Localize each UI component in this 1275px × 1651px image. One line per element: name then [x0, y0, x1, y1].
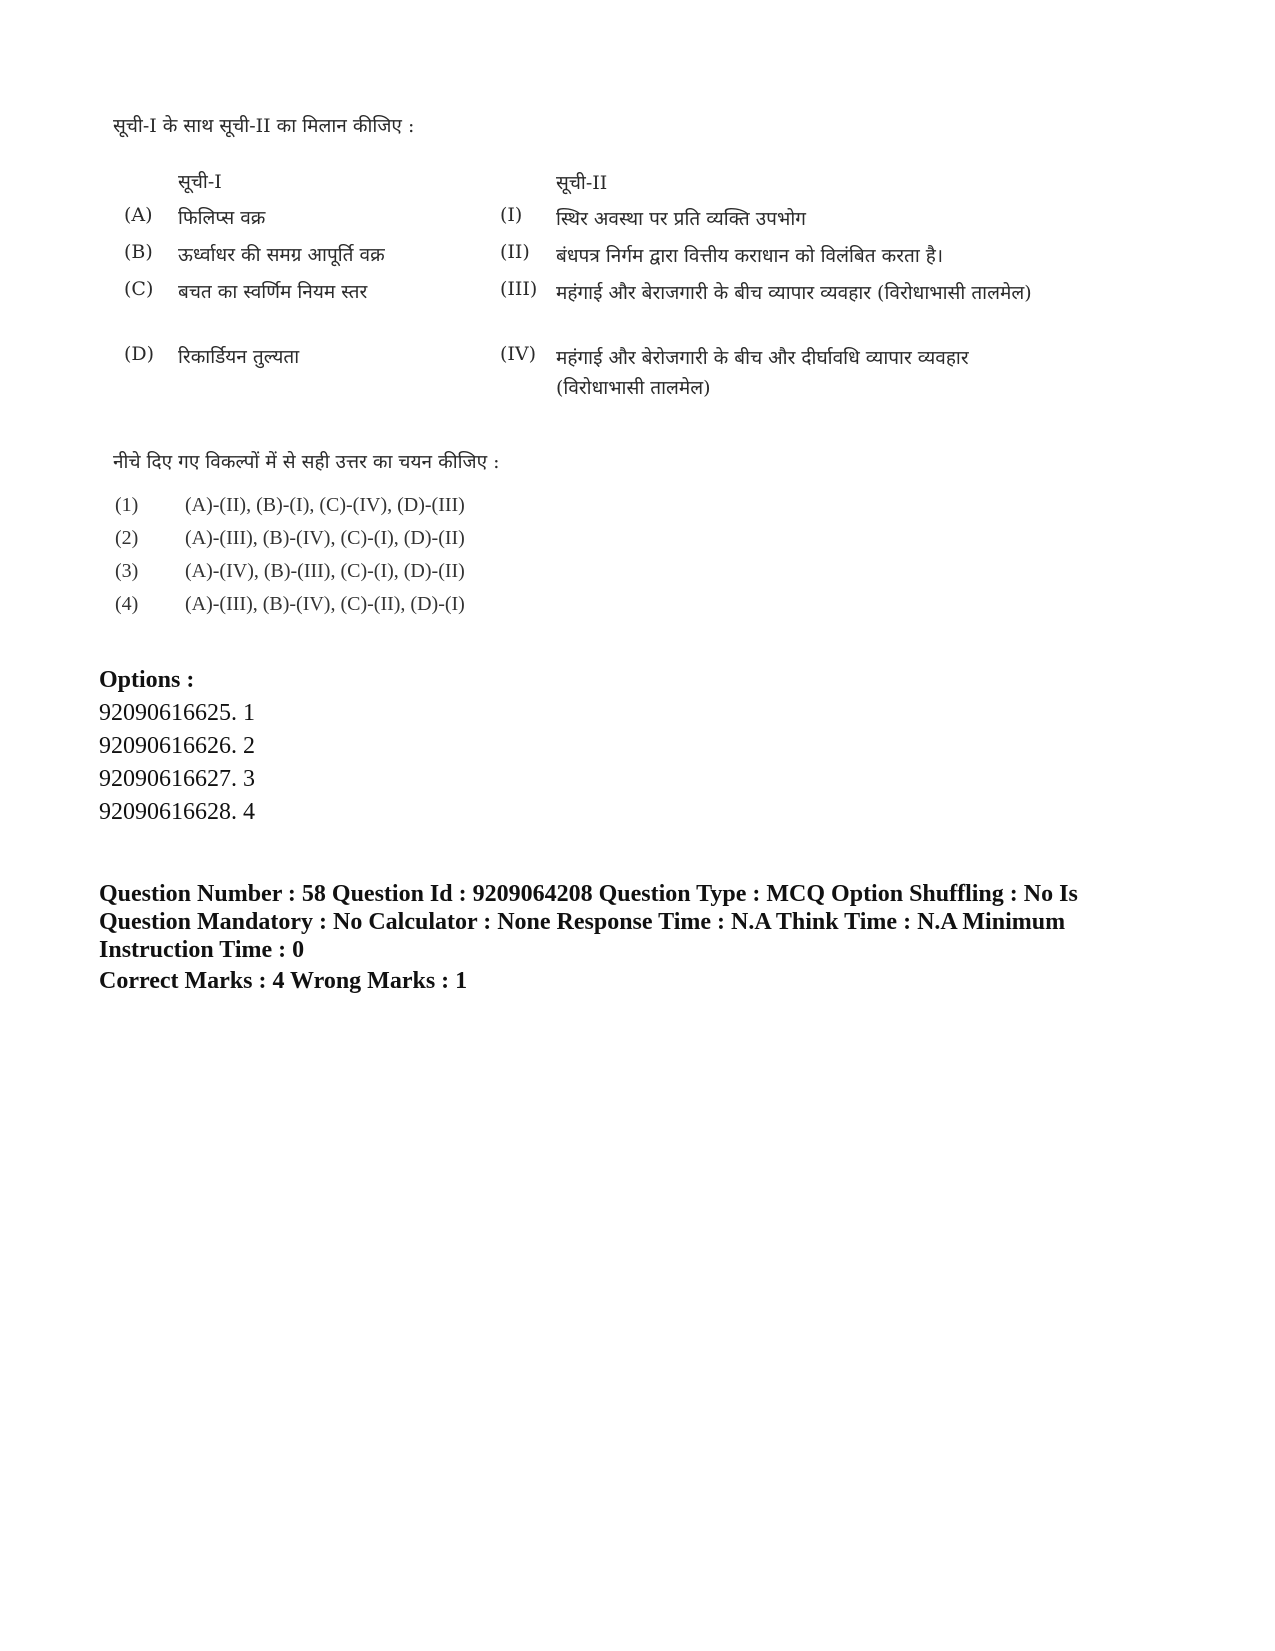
option-item: 92090616625. 1	[99, 700, 255, 726]
question-metadata: Question Number : 58 Question Id : 9209064208 Question Type : MCQ Option Shuffling : No Is Question Mandatory : No Calculator : None Response Time : N.A Think Time : N.A Minimum Instruction Time : 0	[99, 881, 1078, 963]
list1-item: ऊर्ध्वाधर की समग्र आपूर्ति वक्र	[178, 244, 385, 266]
list1-label: (C)	[124, 278, 154, 300]
choice-text: (A)-(IV), (B)-(III), (C)-(I), (D)-(II)	[185, 560, 465, 582]
choice-number: (4)	[115, 593, 139, 615]
options-heading: Options :	[99, 667, 195, 693]
choice-number: (1)	[115, 494, 139, 516]
choice-text: (A)-(III), (B)-(IV), (C)-(II), (D)-(I)	[185, 593, 465, 615]
match-row	[0, 343, 1275, 413]
answer-choice	[0, 527, 700, 557]
list1-item: बचत का स्वर्णिम नियम स्तर	[178, 281, 368, 303]
marks-info: Correct Marks : 4 Wrong Marks : 1	[99, 968, 468, 994]
answer-choice	[0, 494, 700, 524]
match-row	[0, 278, 1275, 348]
list1-label: (D)	[124, 343, 155, 365]
question-instruction: सूची-I के साथ सूची-II का मिलान कीजिए :	[113, 115, 415, 137]
choice-number: (2)	[115, 527, 139, 549]
choice-number: (3)	[115, 560, 139, 582]
choose-instruction: नीचे दिए गए विकल्पों में से सही उत्तर का चयन कीजिए :	[113, 451, 500, 473]
list2-label: (IV)	[500, 343, 537, 365]
list2-heading: सूची-II	[556, 172, 608, 194]
list2-label: (II)	[500, 241, 530, 263]
list2-label: (I)	[500, 204, 523, 226]
answer-choice	[0, 560, 700, 590]
list1-heading: सूची-I	[178, 171, 222, 193]
list2-item: महंगाई और बेरोजगारी के बीच और दीर्घावधि व्यापार व्यवहार (विरोधाभासी तालमेल)	[556, 347, 969, 399]
list1-label: (B)	[124, 241, 153, 263]
list2-item: स्थिर अवस्था पर प्रति व्यक्ति उपभोग	[556, 208, 806, 230]
option-item: 92090616626. 2	[99, 733, 255, 759]
option-item: 92090616628. 4	[99, 799, 255, 825]
list2-item: महंगाई और बेराजगारी के बीच व्यापार व्यवहार (विरोधाभासी तालमेल)	[556, 282, 1032, 304]
answer-choice	[0, 593, 700, 623]
choice-text: (A)-(II), (B)-(I), (C)-(IV), (D)-(III)	[185, 494, 465, 516]
list1-label: (A)	[124, 204, 153, 226]
list1-item: फिलिप्स वक्र	[178, 207, 266, 229]
list2-item: बंधपत्र निर्गम द्वारा वित्तीय कराधान को विलंबित करता है।	[556, 245, 944, 267]
list2-label: (III)	[500, 278, 538, 300]
list1-item: रिकार्डियन तुल्यता	[178, 346, 300, 368]
choice-text: (A)-(III), (B)-(IV), (C)-(I), (D)-(II)	[185, 527, 465, 549]
option-item: 92090616627. 3	[99, 766, 255, 792]
